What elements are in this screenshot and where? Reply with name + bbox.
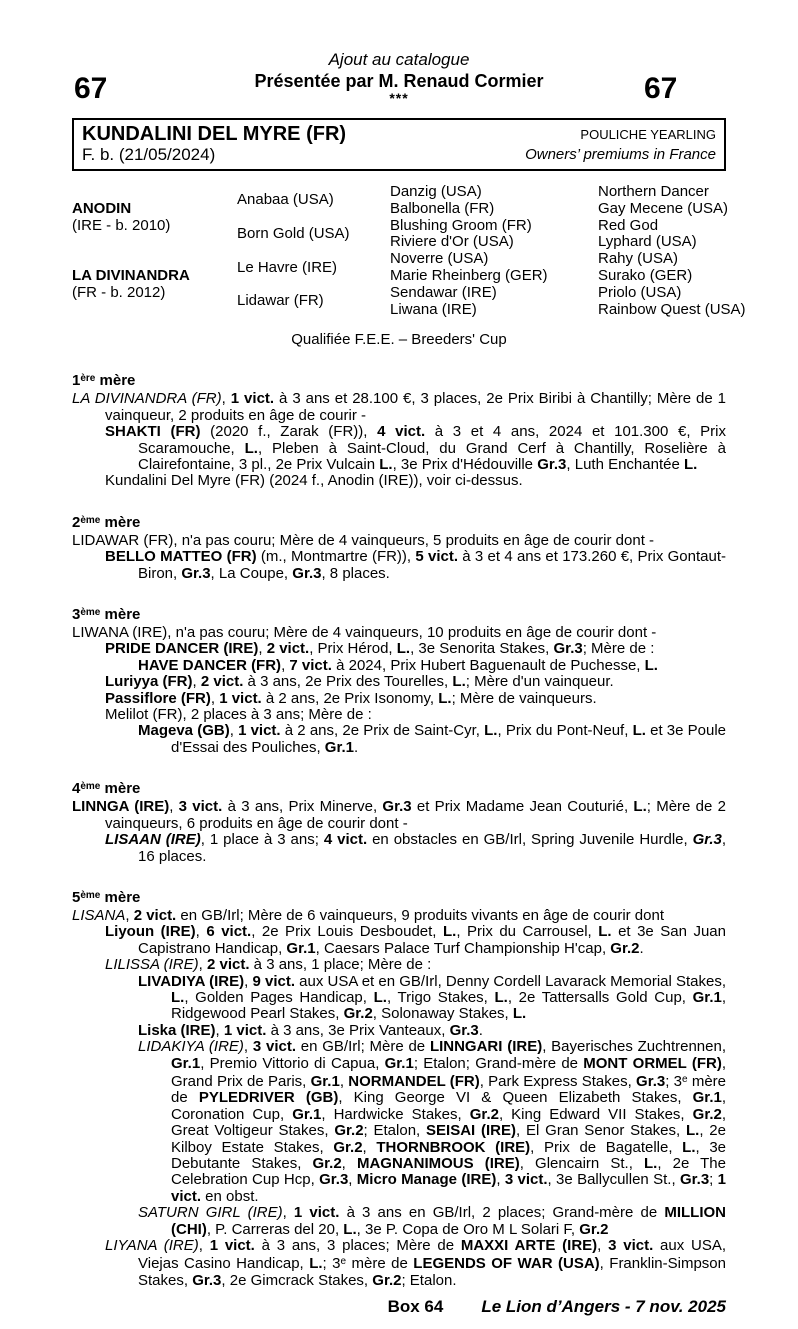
text-run: LEGENDS OF WAR (USA) (413, 1255, 600, 1273)
text-run: L. (438, 689, 452, 707)
text-run: MILLION (CHI) (171, 1204, 726, 1238)
text-run: , (125, 906, 134, 924)
text-run: Gr.2 (343, 1005, 373, 1023)
text-run: , 3e Debutante Stakes, (171, 1138, 726, 1172)
text-run: , Bayerisches Zuchtrennen, (542, 1038, 727, 1056)
text-run: L. (643, 1155, 658, 1172)
stars-separator: *** (389, 90, 409, 106)
page-footer (72, 1297, 726, 1317)
text-run: Gr.2 (469, 1105, 499, 1123)
text-run: 4 vict. (323, 831, 368, 849)
text-run: , El Gran Senor Stakes, (516, 1122, 686, 1140)
text-run: L. (683, 456, 698, 473)
text-run: L. (682, 1138, 696, 1156)
text-run: , 1 place à 3 ans; (200, 831, 324, 849)
mare-heading-ordinal: ère (80, 373, 96, 385)
text-run: , Coronation Cup, (171, 1089, 726, 1123)
addendum-note: Ajout au catalogue (328, 50, 470, 69)
text-run: LISAAN (IRE) (105, 831, 201, 849)
text-run: . (639, 939, 644, 957)
text-run: 1 vict. (209, 1237, 255, 1255)
text-run: en obst. (201, 1187, 259, 1205)
mare-heading-ordinal: ème (80, 889, 101, 901)
text-run: en GB/Irl; Mère de 6 vainqueurs, 9 produits vivants en âge de courir dont (176, 906, 665, 924)
text-run: Gr.2 (692, 1105, 722, 1123)
text-run: L. (379, 456, 393, 473)
text-run: 1 vict. (171, 1171, 727, 1205)
text-run: , Prix du Pont-Neuf, (497, 722, 633, 740)
text-run: , 2e Prix Louis Desboudet, (251, 923, 443, 941)
text-run: 3 vict. (178, 798, 223, 816)
text-run: , 3e Ballycullen St., (547, 1171, 680, 1189)
text-run: , (215, 1021, 224, 1039)
box-number: Box 64 (387, 1297, 444, 1317)
pedigree-paragraph (72, 1039, 726, 1205)
pedigree-paragraph (72, 641, 726, 657)
text-run: à 2024, Prix Hubert Baguenault de Puchesse, (331, 656, 645, 674)
text-run: L. (442, 923, 457, 941)
horse-title-left (82, 123, 346, 164)
pedigree-gen4-ancestor: Red God (598, 216, 659, 234)
pedigree-paragraph (72, 473, 726, 489)
text-run: , 3e Prix d'Hédouville (392, 456, 538, 473)
pedigree-paragraph (72, 1238, 726, 1289)
text-run: aux USA et en GB/Irl, Denny Cordell Lavarack Memorial Stakes, (295, 972, 727, 990)
sale-category: POULICHE YEARLING (580, 127, 716, 142)
text-run: LIWANA (IRE), n'a pas couru; Mère de 4 vainqueurs, 10 produits en âge de courir dont - (72, 624, 657, 642)
pedigree-gen4-ancestor: Rainbow Quest (USA) (598, 300, 746, 318)
text-run: LILISSA (IRE) (105, 956, 199, 974)
mare-section (72, 604, 726, 756)
mare-heading-label: mère (100, 780, 141, 798)
text-run: , 16 places. (138, 831, 726, 865)
pedigree-paragraph (72, 674, 726, 690)
text-run: 2 vict. (200, 673, 244, 691)
pedigree-paragraph (72, 658, 726, 674)
text-run: à 3 ans, 3 places; Mère de (254, 1237, 461, 1255)
page-header (72, 50, 726, 110)
text-run: Gr.3 (292, 564, 322, 582)
text-run: HAVE DANCER (FR) (138, 656, 282, 674)
text-run: Luriyya (FR) (105, 673, 193, 691)
text-run: , (221, 390, 231, 408)
text-run: , (348, 1171, 357, 1189)
text-run: Gr.3 (537, 456, 567, 473)
text-run: ; Mère de vainqueurs. (451, 689, 597, 707)
text-run: Gr.3 (192, 1271, 222, 1289)
text-run: 1 vict. (293, 1204, 340, 1222)
text-run: SATURN GIRL (IRE) (138, 1204, 283, 1222)
text-run: 2 vict. (133, 906, 177, 924)
text-run: ; Mère de : (582, 640, 655, 658)
horse-birth-info: F. b. (21/05/2024) (82, 145, 216, 164)
mare-section (72, 512, 726, 582)
text-run: L. (494, 988, 508, 1006)
text-run: MONT ORMEL (FR) (583, 1054, 722, 1072)
text-run: LA DIVINANDRA (FR) (72, 390, 222, 408)
text-run: L. (452, 673, 466, 691)
text-run: 3 vict. (252, 1038, 297, 1056)
pedigree-paragraph (72, 1023, 726, 1039)
text-run: LISANA (72, 906, 126, 924)
text-run: LIDAKIYA (IRE) (138, 1038, 244, 1056)
pedigree-gen2-ancestor: Le Havre (IRE) (237, 258, 338, 276)
text-run: Micro Manage (IRE) (356, 1171, 497, 1189)
text-run: L. (373, 988, 387, 1006)
text-run: , 2e Gimcrack Stakes, (221, 1271, 373, 1289)
text-run: Gr.2 (579, 1220, 609, 1238)
mare-heading-ordinal: ème (80, 781, 101, 793)
text-run: MAXXI ARTE (IRE) (460, 1237, 598, 1255)
text-run: à 3 ans en GB/Irl, 2 places; Grand-mère de (339, 1204, 665, 1222)
text-run: 1 vict. (238, 722, 281, 740)
mare-heading-label: mère (100, 513, 141, 531)
text-run: Gr.1 (692, 988, 722, 1006)
text-run: , Prix de Bagatelle, (530, 1138, 683, 1156)
text-run: , Franklin-Simpson Stakes, (138, 1255, 726, 1289)
lot-number-right: 67 (644, 72, 678, 105)
text-run: L. (633, 798, 647, 816)
mare-section (72, 778, 726, 865)
mare-heading-label: mère (100, 606, 141, 624)
text-run: à 2 ans, 2e Prix Isonomy, (261, 689, 439, 707)
text-run: , (229, 722, 239, 740)
pedigree-paragraph (72, 691, 726, 707)
pedigree-paragraph (72, 924, 726, 957)
text-run: , (258, 640, 267, 658)
text-run: 2 vict. (266, 640, 310, 658)
text-run: , (341, 1155, 357, 1172)
sale-name-date: Le Lion d’Angers - 7 nov. 2025 (481, 1297, 726, 1317)
text-run: , Trigo Stakes, (386, 988, 495, 1006)
text-run: 1 vict. (223, 1021, 267, 1039)
text-run: , (244, 972, 253, 990)
text-run: 5 vict. (415, 548, 459, 566)
text-run: 2 vict. (206, 956, 250, 974)
text-run: L. (685, 1122, 700, 1140)
text-run: ; Mère d'un vainqueur. (465, 673, 614, 691)
pedigree-gen3-ancestor: Sendawar (IRE) (390, 283, 497, 301)
ancestor-detail: (FR - b. 2012) (72, 283, 166, 301)
mare-section (72, 887, 726, 1289)
pedigree-gen3-ancestor: Riviere d'Or (USA) (390, 233, 514, 251)
pedigree-gen2-ancestor: Lidawar (FR) (237, 292, 324, 310)
text-run: , 2e Tattersalls Gold Cup, (507, 988, 693, 1006)
presenter-line: Présentée par M. Renaud Cormier (254, 71, 544, 91)
text-run: SEISAI (IRE) (426, 1122, 517, 1140)
text-run: , Grand Prix de Paris, (171, 1054, 726, 1090)
mare-heading-number: 2 (72, 513, 81, 531)
text-run: Liyoun (IRE) (105, 923, 196, 941)
text-run: LIVADIYA (IRE) (138, 972, 245, 990)
pedigree-gen3-ancestor: Danzig (USA) (390, 183, 482, 200)
text-run: Gr.3 (449, 1021, 479, 1039)
text-run: , Prix Hérod, (309, 640, 397, 658)
text-run: ; Mère de 2 vainqueurs, 6 produits en âge de courir dont - (105, 798, 726, 832)
text-run: à 3 ans, 3e Prix Vanteaux, (266, 1021, 450, 1039)
mare-section (72, 370, 726, 489)
pedigree-paragraph (72, 799, 726, 832)
pedigree-paragraph (72, 1205, 726, 1238)
text-run: Gr.1 (324, 738, 354, 756)
text-run: en GB/Irl; Mère de (296, 1038, 430, 1056)
text-run: mère de (171, 1072, 727, 1107)
text-run: 9 vict. (252, 972, 295, 990)
text-run: à 3 ans, 2e Prix des Tourelles, (243, 673, 453, 691)
text-run: ; Etalon; Grand-mère de (413, 1054, 584, 1072)
text-run: mère de (346, 1255, 414, 1273)
mare-heading-number: 4 (72, 780, 81, 798)
text-run: 6 vict. (206, 923, 252, 941)
text-run: à 3 ans et 28.100 €, 3 places, 2e Prix Biribi à Chantilly; Mère de 1 vainqueur, 2 produits en âge de courir - (105, 390, 726, 424)
pedigree-notes (72, 370, 726, 1289)
mare-heading-label: mère (95, 372, 136, 390)
text-run: Gr.3 (679, 1171, 710, 1189)
text-run: (2020 f., Zarak (FR)), (200, 423, 378, 441)
text-run: L. (512, 1005, 527, 1023)
text-run: SHAKTI (FR) (105, 423, 201, 441)
text-run: MAGNANIMOUS (IRE) (356, 1155, 520, 1172)
pedigree-gen2-ancestor: Anabaa (USA) (237, 191, 334, 209)
text-run: , Park Express Stakes, (479, 1072, 637, 1090)
premiums-note: Owners’ premiums in France (525, 146, 716, 163)
text-run: Kundalini Del Myre (FR) (2024 f., Anodin (IRE)), voir ci-dessus. (105, 472, 523, 490)
pedigree-gen3-ancestor: Marie Rheinberg (GER) (390, 266, 548, 284)
text-run: , (597, 1237, 609, 1255)
text-run: Gr.1 (171, 1054, 201, 1072)
mare-heading-label: mère (100, 888, 141, 906)
horse-title-box (72, 118, 726, 171)
pedigree-paragraph (72, 533, 726, 549)
text-run: , Prix du Carrousel, (456, 923, 599, 941)
text-run: , 8 places. (321, 564, 390, 582)
text-run: , King George VI & Queen Elizabeth Stakes, (338, 1089, 693, 1107)
mare-heading-ordinal: ème (80, 607, 101, 619)
text-run: à 3 et 4 ans et 173.260 €, Prix Gontaut-Biron, (138, 548, 726, 582)
pedigree-paragraph (72, 549, 726, 582)
text-run: , (243, 1038, 253, 1056)
pedigree-gen3-ancestor: Balbonella (FR) (390, 199, 495, 217)
text-run: , King Edward VII Stakes, (498, 1105, 693, 1123)
text-run: et Prix Madame Jean Couturié, (411, 798, 634, 816)
text-run: , 2e Kilboy Estate Stakes, (171, 1122, 726, 1156)
text-run: THORNBROOK (IRE) (376, 1138, 531, 1156)
text-run: 3 vict. (504, 1171, 548, 1189)
text-run: , (339, 1072, 349, 1090)
text-run: , Solonaway Stakes, (372, 1005, 513, 1023)
pedigree-gen4-ancestor: Rahy (USA) (598, 250, 679, 268)
text-run: , (362, 1138, 377, 1156)
text-run: LINNGARI (IRE) (429, 1038, 543, 1056)
text-run: Gr.1 (286, 939, 316, 957)
text-run: L. (343, 1220, 357, 1238)
mare-heading-number: 5 (72, 888, 81, 906)
text-run: Gr.3 (382, 798, 412, 816)
ancestor-detail: (IRE - b. 2010) (72, 216, 171, 234)
text-run: Gr.3 (181, 564, 211, 582)
pedigree-gen4-ancestor: Northern Dancer (598, 183, 709, 200)
text-run: Gr.2 (610, 939, 640, 957)
pedigree-paragraph (72, 707, 726, 723)
text-run: en obstacles en GB/Irl, Spring Juvenile Hurdle, (367, 831, 693, 849)
pedigree-gen3-ancestor: Noverre (USA) (390, 250, 489, 268)
text-run: , (282, 1204, 294, 1222)
text-run: aux USA, Viejas Casino Handicap, (138, 1237, 726, 1273)
text-run: ; (709, 1171, 718, 1189)
pedigree-paragraph (72, 974, 726, 1023)
text-run: LIDAWAR (FR), n'a pas couru; Mère de 4 vainqueurs, 5 produits en âge de courir dont - (72, 531, 655, 549)
text-run: , Glencairn St., (519, 1155, 644, 1172)
text-run: PYLEDRIVER (GB) (198, 1089, 339, 1107)
text-run: Liska (IRE) (138, 1021, 216, 1039)
text-run: , (281, 656, 290, 674)
mare-heading (72, 512, 726, 531)
text-run: NORMANDEL (FR) (348, 1072, 480, 1090)
text-run: , Hardwicke Stakes, (321, 1105, 470, 1123)
text-run: , Luth Enchantée (566, 456, 684, 473)
pedigree-paragraph (72, 625, 726, 641)
text-run: L. (632, 722, 646, 740)
text-run: Gr.2 (372, 1271, 402, 1289)
text-run: e (340, 1256, 347, 1268)
pedigree-gen2-ancestor: Born Gold (USA) (237, 224, 350, 242)
text-run: PRIDE DANCER (IRE) (105, 640, 259, 658)
text-run: à 2 ans, 2e Prix de Saint-Cyr, (280, 722, 485, 740)
text-run: Gr.3 (692, 831, 722, 849)
text-run: e (682, 1073, 688, 1085)
text-run: L. (171, 988, 185, 1006)
text-run: , Great Voltigeur Stakes, (171, 1105, 727, 1140)
pedigree-gen1-ancestor (72, 201, 237, 234)
ancestor-name: ANODIN (72, 200, 132, 218)
pedigree-paragraph (72, 832, 726, 865)
text-run: L. (244, 439, 258, 457)
text-run: BELLO MATTEO (FR) (105, 548, 257, 566)
pedigree-paragraph (72, 957, 726, 973)
text-run: ; 3 (322, 1255, 341, 1273)
text-run: , (195, 923, 207, 941)
text-run: L. (644, 656, 658, 674)
mare-heading (72, 778, 726, 797)
text-run: . (478, 1021, 483, 1039)
text-run: . (353, 738, 359, 756)
mare-heading-number: 1 (72, 372, 81, 390)
horse-name: KUNDALINI DEL MYRE (FR) (82, 123, 347, 145)
text-run: Gr.2 (334, 1122, 364, 1140)
mare-heading (72, 887, 726, 906)
text-run: Gr.3 (553, 640, 583, 658)
text-run: 4 vict. (377, 423, 426, 441)
text-run: LIYANA (IRE) (105, 1237, 199, 1255)
text-run: , (169, 798, 179, 816)
text-run: L. (598, 923, 612, 941)
text-run: , (496, 1171, 505, 1189)
pedigree-gen3-ancestor: Liwana (IRE) (390, 300, 477, 318)
pedigree-gen1-ancestor (72, 268, 237, 301)
text-run: Passiflore (FR) (105, 689, 211, 707)
mare-heading (72, 370, 726, 389)
text-run: , 3e Senorita Stakes, (410, 640, 554, 658)
pedigree-paragraph (72, 424, 726, 473)
text-run: et 3e San Juan Capistrano Handicap, (138, 923, 726, 957)
text-run: , P. Carreras del 20, (206, 1220, 344, 1238)
mare-heading (72, 604, 726, 623)
text-run: ; Etalon. (401, 1271, 457, 1289)
text-run: ; Etalon, (363, 1122, 427, 1140)
text-run: Gr.2 (312, 1155, 342, 1172)
text-run: , 3e P. Copa de Oro M L Solari F, (356, 1220, 580, 1238)
text-run: 1 vict. (219, 689, 262, 707)
text-run: 7 vict. (289, 656, 332, 674)
lot-number-left: 67 (74, 72, 108, 105)
text-run: ; 3 (665, 1072, 682, 1090)
text-run: L. (484, 722, 498, 740)
text-run: Gr.3 (319, 1171, 349, 1189)
text-run: Melilot (FR), 2 places à 3 ans; Mère de : (105, 706, 372, 724)
text-run: , (198, 956, 207, 974)
text-run: (m., Montmartre (FR)), (256, 548, 416, 566)
pedigree-gen3-ancestor: Blushing Groom (FR) (390, 216, 532, 234)
pedigree-gen4-ancestor: Gay Mecene (USA) (598, 199, 729, 217)
text-run: à 3 ans, Prix Minerve, (222, 798, 383, 816)
text-run: L. (309, 1255, 323, 1273)
text-run: , Caesars Palace Turf Championship H'cap, (315, 939, 611, 957)
pedigree-paragraph (72, 723, 726, 756)
text-run: LINNGA (IRE) (72, 798, 170, 816)
text-run: , (198, 1237, 210, 1255)
text-run: 3 vict. (608, 1237, 654, 1255)
pedigree-grid (72, 183, 746, 318)
text-run: Mageva (GB) (138, 722, 230, 740)
text-run: 1 vict. (230, 390, 275, 408)
mare-heading-number: 3 (72, 606, 81, 624)
horse-title-right (525, 124, 716, 164)
pedigree-gen4-ancestor: Surako (GER) (598, 266, 693, 284)
mare-heading-ordinal: ème (80, 514, 101, 526)
text-run: et 3e Poule d'Essai des Pouliches, (171, 722, 727, 756)
text-run: Gr.1 (310, 1072, 340, 1090)
text-run: , Pleben à Saint-Cloud, du Grand Cerf à Chantilly, Roselière à Clairefontaine, 3 pl., 2e Prix Vulcain (138, 439, 726, 473)
pedigree-paragraph (72, 391, 726, 424)
text-run: Gr.1 (384, 1054, 414, 1072)
text-run: à 3 ans, 1 place; Mère de : (249, 956, 432, 974)
pedigree-gen4-ancestor: Priolo (USA) (598, 283, 682, 301)
pedigree-paragraph (72, 908, 726, 924)
qualification-line: Qualifiée F.E.E. – Breeders' Cup (291, 331, 507, 349)
text-run: à 3 et 4 ans, 2024 et 101.300 €, Prix Scaramouche, (138, 423, 726, 457)
text-run: Gr.3 (636, 1072, 666, 1090)
text-run: , Ridgewood Pearl Stakes, (171, 988, 726, 1023)
text-run: , Golden Pages Handicap, (184, 988, 374, 1006)
ancestor-name: LA DIVINANDRA (72, 267, 190, 285)
pedigree-gen4-ancestor: Lyphard (USA) (598, 233, 697, 251)
text-run: Gr.2 (333, 1138, 363, 1156)
text-run: , Premio Vittorio di Capua, (200, 1054, 385, 1072)
text-run: Gr.1 (292, 1105, 322, 1123)
text-run: L. (396, 640, 411, 658)
text-run: Gr.1 (692, 1089, 722, 1107)
text-run: , 2e The Celebration Cup Hcp, (171, 1155, 726, 1189)
text-run: , (210, 689, 220, 707)
text-run: , (192, 673, 201, 691)
text-run: , La Coupe, (210, 564, 293, 582)
